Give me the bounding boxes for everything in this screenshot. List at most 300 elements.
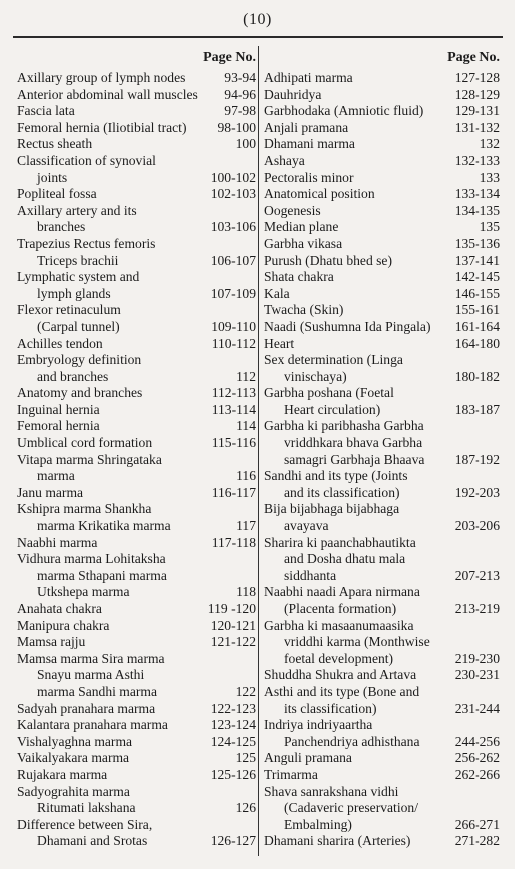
toc-entry-title: Mamsa rajju [17, 634, 86, 650]
toc-entry-line [264, 485, 500, 502]
toc-entry-line [264, 784, 500, 801]
toc-entry-page: 155-161 [454, 302, 500, 318]
toc-column-right [264, 46, 500, 850]
toc-entry-page: 121-122 [210, 634, 256, 650]
toc-entry-title: vinischaya) [284, 368, 347, 384]
toc-entry-line [264, 186, 500, 203]
toc-entry-title: Rectus sheath [17, 136, 93, 152]
toc-entry-line [17, 568, 256, 585]
toc-entry [264, 784, 500, 834]
toc-entry-title: Sharira ki paanchabhautikta [264, 534, 416, 550]
toc-entry-page: 98-100 [217, 119, 256, 135]
toc-entry-title: Kshipra marma Shankha [17, 501, 152, 517]
toc-entry-line [264, 103, 500, 120]
toc-entry-title: marma Krikatika marma [37, 518, 171, 534]
toc-entry [264, 219, 500, 236]
toc-entry [17, 87, 256, 104]
toc-entry-page: 123-124 [210, 717, 256, 733]
toc-entry [17, 767, 256, 784]
toc-entry-line [264, 385, 500, 402]
toc-entry-line [17, 800, 256, 817]
toc-entry-page: 120-121 [210, 617, 256, 633]
toc-entry-page: 203-206 [454, 518, 500, 534]
toc-entry-line [264, 750, 500, 767]
toc-entry-page: 100-102 [210, 169, 256, 185]
toc-entry-page: 266-271 [454, 816, 500, 832]
toc-entry-title: Flexor retinaculum [17, 302, 121, 318]
toc-entry-page: 118 [236, 584, 256, 600]
toc-entry-page: 183-187 [454, 401, 500, 417]
toc-entry-line [264, 120, 500, 137]
toc-entry-title: Femoral hernia (Iliotibial tract) [17, 119, 187, 135]
toc-entry-line [17, 618, 256, 635]
toc-entry-line [17, 336, 256, 353]
toc-column-left [17, 46, 256, 850]
toc-entry-title: Naabhi naadi Apara nirmana [264, 584, 420, 600]
toc-entry-page: 142-145 [454, 269, 500, 285]
toc-entry-title: Popliteal fossa [17, 186, 97, 202]
toc-entry-title: Trimarma [264, 766, 318, 782]
toc-entry-title: Shava sanrakshana vidhi [264, 783, 399, 799]
toc-entry-title: marma Sthapani marma [37, 567, 167, 583]
toc-entry [17, 120, 256, 137]
toc-entry-title: Pectoralis minor [264, 169, 354, 185]
toc-entry-line [264, 418, 500, 435]
toc-entry-line [264, 170, 500, 187]
toc-entry-line [264, 319, 500, 336]
toc-entry-page: 97-98 [224, 103, 256, 119]
toc-entry-page: 112-113 [211, 385, 256, 401]
toc-entry-page: 127-128 [454, 70, 500, 85]
toc-entry-title: foetal development) [284, 650, 394, 666]
toc-entry-page: 126-127 [210, 833, 256, 849]
toc-entry [264, 319, 500, 336]
toc-entry-line [17, 435, 256, 452]
toc-entry-line [17, 634, 256, 651]
toc-entry-title: Twacha (Skin) [264, 302, 344, 318]
toc-entry-page: 117 [236, 518, 256, 534]
header-rule [13, 36, 503, 38]
toc-entry-title: Shata chakra [264, 269, 334, 285]
toc-entry-title: Kala [264, 285, 290, 301]
toc-entry [17, 236, 256, 269]
page-no-header-right: Page No. [447, 50, 500, 65]
toc-entry-title: vriddhkara bhava Garbha [284, 435, 423, 451]
toc-entry [264, 750, 500, 767]
toc-entry [264, 717, 500, 750]
toc-entry [264, 618, 500, 668]
toc-entry-title: Dhamani sharira (Arteries) [264, 833, 411, 849]
toc-entry-page: 271-282 [454, 833, 500, 849]
toc-entry [17, 618, 256, 635]
toc-entry-line [264, 634, 500, 651]
toc-entry-title: Achilles tendon [17, 335, 103, 351]
toc-entry-page: 116 [236, 468, 256, 484]
toc-entry-page: 262-266 [454, 766, 500, 782]
toc-entry [264, 385, 500, 418]
toc-entry-line [17, 236, 256, 253]
toc-entry-line [264, 717, 500, 734]
toc-entry-page: 117-118 [211, 534, 256, 550]
toc-entry-title: Heart circulation) [284, 401, 381, 417]
toc-entry-page: 133-134 [454, 186, 500, 202]
toc-entry-line [17, 170, 256, 187]
toc-entry-line [264, 269, 500, 286]
toc-entry-line [17, 70, 256, 87]
toc-entry-line [264, 535, 500, 552]
toc-entry-line [17, 750, 256, 767]
toc-entry-line [264, 651, 500, 668]
toc-entry [17, 153, 256, 186]
toc-entry-page: 135 [479, 219, 500, 235]
toc-entry-line [264, 136, 500, 153]
toc-entry-page: 256-262 [454, 750, 500, 766]
toc-entry-title: avayava [284, 518, 329, 534]
toc-entry-title: Trapezius Rectus femoris [17, 235, 156, 251]
toc-entry-line [264, 87, 500, 104]
toc-entry-line [17, 369, 256, 386]
toc-entry-title: Asthi and its type (Bone and [264, 683, 420, 699]
toc-entry-title: Anatomy and branches [17, 385, 143, 401]
toc-entry-title: marma Sandhi marma [37, 683, 158, 699]
toc-entry-line [17, 667, 256, 684]
toc-entry-title: Manipura chakra [17, 617, 110, 633]
toc-entry-page: 230-231 [454, 667, 500, 683]
toc-entry-title: Adhipati marma [264, 70, 353, 85]
toc-entry-line [264, 767, 500, 784]
toc-entry-page: 124-125 [210, 733, 256, 749]
toc-entry-title: Anatomical position [264, 186, 375, 202]
toc-entry [264, 352, 500, 385]
toc-entry-title: Garbhodaka (Amniotic fluid) [264, 103, 424, 119]
toc-entry-line [264, 734, 500, 751]
toc-entry-line [264, 369, 500, 386]
toc-entry-line [264, 501, 500, 518]
toc-entry-title: branches [37, 219, 86, 235]
toc-entry-title: Dhamani marma [264, 136, 355, 152]
page-no-header-left: Page No. [203, 50, 256, 65]
toc-entry-title: Classification of synovial [17, 152, 156, 168]
toc-entry [264, 418, 500, 468]
toc-entry [17, 336, 256, 353]
toc-entry-line [17, 701, 256, 718]
toc-entry-line [17, 784, 256, 801]
toc-entry-page: 219-230 [454, 650, 500, 666]
toc-entry-title: vriddhi karma (Monthwise [284, 634, 430, 650]
toc-entry-line [17, 485, 256, 502]
toc-entry-line [17, 186, 256, 203]
toc-entry-line [264, 402, 500, 419]
toc-entry [264, 501, 500, 534]
toc-entry-line [17, 136, 256, 153]
toc-entry-line [17, 601, 256, 618]
toc-entry-line [17, 684, 256, 701]
toc-entry-page: 114 [236, 418, 256, 434]
toc-entry [264, 684, 500, 717]
toc-entry-line [17, 319, 256, 336]
toc-entry-page: 122-123 [210, 700, 256, 716]
toc-entry-line [17, 253, 256, 270]
toc-entry-line [264, 336, 500, 353]
toc-entry-page: 180-182 [454, 368, 500, 384]
toc-entry-title: Femoral hernia [17, 418, 100, 434]
toc-entry-page: 116-117 [211, 484, 256, 500]
toc-entry-line [17, 468, 256, 485]
toc-entry-page: 113-114 [211, 401, 256, 417]
toc-entry-line [17, 734, 256, 751]
toc-entry [264, 120, 500, 137]
toc-entry [264, 136, 500, 153]
toc-entry-page: 125-126 [210, 766, 256, 782]
toc-entry-title: Garbha poshana (Foetal [264, 385, 394, 401]
toc-entry-line [17, 203, 256, 220]
toc-entry-line [264, 219, 500, 236]
toc-entry-title: (Carpal tunnel) [37, 318, 120, 334]
column-divider [258, 46, 259, 856]
toc-entry-line [17, 87, 256, 104]
toc-entry-line [17, 103, 256, 120]
toc-entry-page: 103-106 [210, 219, 256, 235]
toc-entry-title: Anterior abdominal wall muscles [17, 86, 198, 102]
toc-entry-title: Bija bijabhaga bijabhaga [264, 501, 400, 517]
page-number: (10) [243, 11, 272, 28]
toc-entry-title: Garbha vikasa [264, 235, 343, 251]
toc-entry-title: Rujakara marma [17, 766, 108, 782]
toc-entry [17, 203, 256, 236]
toc-entry-title: Vitapa marma Shringataka [17, 451, 162, 467]
toc-entry [264, 186, 500, 203]
toc-entry [264, 87, 500, 104]
toc-list-right [264, 70, 500, 850]
toc-entry-line [264, 817, 500, 834]
toc-entry-title: Sadyah pranahara marma [17, 700, 156, 716]
toc-entry [264, 170, 500, 187]
toc-entry-line [264, 618, 500, 635]
toc-entry [17, 402, 256, 419]
toc-entry-line [264, 551, 500, 568]
toc-entry [17, 501, 256, 534]
toc-entry-page: 100 [235, 136, 256, 152]
toc-entry-title: Anahata chakra [17, 601, 102, 616]
toc-entry-line [264, 684, 500, 701]
toc-entry [264, 584, 500, 617]
toc-entry-title: Vishalyaghna marma [17, 733, 133, 749]
toc-entry-line [264, 452, 500, 469]
toc-entry [264, 203, 500, 220]
toc-entry [17, 601, 256, 618]
toc-entry-title: Naabhi marma [17, 534, 98, 550]
toc-entry-line [17, 717, 256, 734]
toc-entry-title: Purush (Dhatu bhed se) [264, 252, 392, 268]
toc-entry-title: Naadi (Sushumna Ida Pingala) [264, 318, 431, 334]
toc-entry [17, 750, 256, 767]
toc-entry-title: Oogenesis [264, 202, 321, 218]
toc-entry-page: 133 [479, 169, 500, 185]
toc-entry-title: (Cadaveric preservation/ [284, 800, 418, 816]
toc-entry-line [264, 667, 500, 684]
toc-entry-page: 126 [235, 800, 256, 816]
toc-entry-line [264, 253, 500, 270]
toc-entry [17, 734, 256, 751]
toc-entry-title: Anjali pramana [264, 119, 349, 135]
toc-entry-line [264, 153, 500, 170]
toc-entry-page: 192-203 [454, 484, 500, 500]
toc-entry-page: 93-94 [224, 70, 256, 85]
toc-entry-title: Sex determination (Linga [264, 352, 403, 368]
toc-entry [17, 269, 256, 302]
toc-entry [17, 418, 256, 435]
toc-entry-title: Anguli pramana [264, 750, 352, 766]
toc-entry-page: 132 [479, 136, 500, 152]
toc-entry-title: and branches [37, 368, 109, 384]
toc-entry-page: 132-133 [454, 152, 500, 168]
toc-entry-line [264, 568, 500, 585]
toc-entry [17, 634, 256, 651]
toc-entry-title: Triceps brachii [37, 252, 119, 268]
toc-entry [264, 535, 500, 585]
toc-entry [17, 717, 256, 734]
toc-entry-title: (Placenta formation) [284, 601, 397, 616]
toc-entry-line [264, 701, 500, 718]
toc-entry-line [17, 120, 256, 137]
toc-entry [17, 701, 256, 718]
toc-entry [17, 485, 256, 502]
toc-entry-title: Lymphatic system and [17, 269, 140, 285]
toc-entry-title: Dhamani and Srotas [37, 833, 148, 849]
toc-entry-line [17, 402, 256, 419]
toc-entry [17, 70, 256, 87]
toc-entry-title: siddhanta [284, 567, 337, 583]
toc-entry-title: Vaikalyakara marma [17, 750, 130, 766]
toc-entry-title: and its classification) [284, 484, 400, 500]
toc-entry-page: 135-136 [454, 235, 500, 251]
toc-entry-line [17, 501, 256, 518]
toc-entry-title: Panchendriya adhisthana [284, 733, 420, 749]
toc-entry-page: 137-141 [454, 252, 500, 268]
toc-entry-line [17, 551, 256, 568]
toc-entry-line [17, 286, 256, 303]
toc-entry [17, 385, 256, 402]
toc-entry [264, 153, 500, 170]
toc-entry-line [17, 767, 256, 784]
toc-entry-title: samagri Garbhaja Bhaava [284, 451, 425, 467]
toc-entry [264, 302, 500, 319]
toc-entry [17, 103, 256, 120]
toc-entry-title: Vidhura marma Lohitaksha [17, 551, 166, 567]
toc-entry [264, 833, 500, 850]
toc-entry-title: marma [37, 468, 75, 484]
toc-entry-title: Median plane [264, 219, 339, 235]
toc-entry-title: Mamsa marma Sira marma [17, 650, 165, 666]
toc-entry-page: 213-219 [454, 601, 500, 616]
toc-entry-title: Janu marma [17, 484, 84, 500]
toc-entry-page: 161-164 [454, 318, 500, 334]
toc-entry-page: 119 -120 [207, 601, 256, 616]
toc-entry [17, 352, 256, 385]
toc-entry-line [17, 535, 256, 552]
toc-entry-title: Axillary group of lymph nodes [17, 70, 186, 85]
toc-entry-line [17, 219, 256, 236]
toc-entry-line [17, 833, 256, 850]
toc-entry-title: Kalantara pranahara marma [17, 717, 168, 733]
toc-entry-title: Garbha ki paribhasha Garbha [264, 418, 424, 434]
toc-entry-line [17, 385, 256, 402]
toc-entry [17, 535, 256, 552]
toc-entry-line [264, 70, 500, 87]
toc-entry [17, 302, 256, 335]
toc-entry [17, 186, 256, 203]
toc-entry-title: Fascia lata [17, 103, 75, 119]
toc-list-left [17, 70, 256, 850]
toc-entry [17, 784, 256, 817]
toc-entry-title: joints [37, 169, 68, 185]
toc-entry-title: Dauhridya [264, 86, 322, 102]
toc-entry-line [17, 452, 256, 469]
toc-entry-title: Embalming) [284, 816, 352, 832]
toc-entry [17, 817, 256, 850]
toc-entry-page: 109-110 [211, 318, 256, 334]
toc-entry [264, 667, 500, 684]
toc-entry-line [17, 817, 256, 834]
toc-entry-line [17, 153, 256, 170]
toc-entry-title: Inguinal hernia [17, 401, 100, 417]
toc-entry-page: 164-180 [454, 335, 500, 351]
toc-entry-line [264, 302, 500, 319]
toc-entry-page: 122 [235, 683, 256, 699]
toc-entry [17, 136, 256, 153]
toc-entry-line [264, 800, 500, 817]
toc-entry [264, 767, 500, 784]
toc-entry-page: 107-109 [210, 285, 256, 301]
toc-entry-line [17, 269, 256, 286]
toc-entry-title: Umblical cord formation [17, 435, 153, 451]
toc-entry-page: 207-213 [454, 567, 500, 583]
toc-entry-line [264, 203, 500, 220]
toc-entry-line [264, 518, 500, 535]
toc-entry [264, 236, 500, 253]
toc-entry-page: 115-116 [211, 435, 256, 451]
toc-entry-page: 129-131 [454, 103, 500, 119]
toc-entry-line [17, 651, 256, 668]
toc-entry-line [17, 584, 256, 601]
toc-entry-title: Utkshepa marma [37, 584, 130, 600]
toc-entry [264, 103, 500, 120]
toc-entry [264, 336, 500, 353]
toc-entry-page: 131-132 [454, 119, 500, 135]
toc-entry-title: lymph glands [37, 285, 111, 301]
toc-entry-page: 112 [236, 368, 256, 384]
toc-entry-title: Heart [264, 335, 295, 351]
toc-entry [264, 269, 500, 286]
toc-entry-line [17, 418, 256, 435]
toc-entry-title: Axillary artery and its [17, 202, 137, 218]
toc-entry [17, 551, 256, 601]
toc-entry-title: Indriya indriyaartha [264, 717, 373, 733]
toc-entry-line [264, 435, 500, 452]
toc-entry-page: 244-256 [454, 733, 500, 749]
toc-entry [17, 435, 256, 452]
toc-entry-page: 187-192 [454, 451, 500, 467]
toc-entry-title: and Dosha dhatu mala [284, 551, 406, 567]
toc-entry-title: Embryology definition [17, 352, 142, 368]
toc-entry-line [264, 286, 500, 303]
toc-entry [264, 70, 500, 87]
toc-entry-line [264, 584, 500, 601]
toc-entry-page: 125 [235, 750, 256, 766]
toc-entry-line [264, 468, 500, 485]
toc-entry-title: Ritumati lakshana [37, 800, 136, 816]
toc-entry-title: its classification) [284, 700, 377, 716]
